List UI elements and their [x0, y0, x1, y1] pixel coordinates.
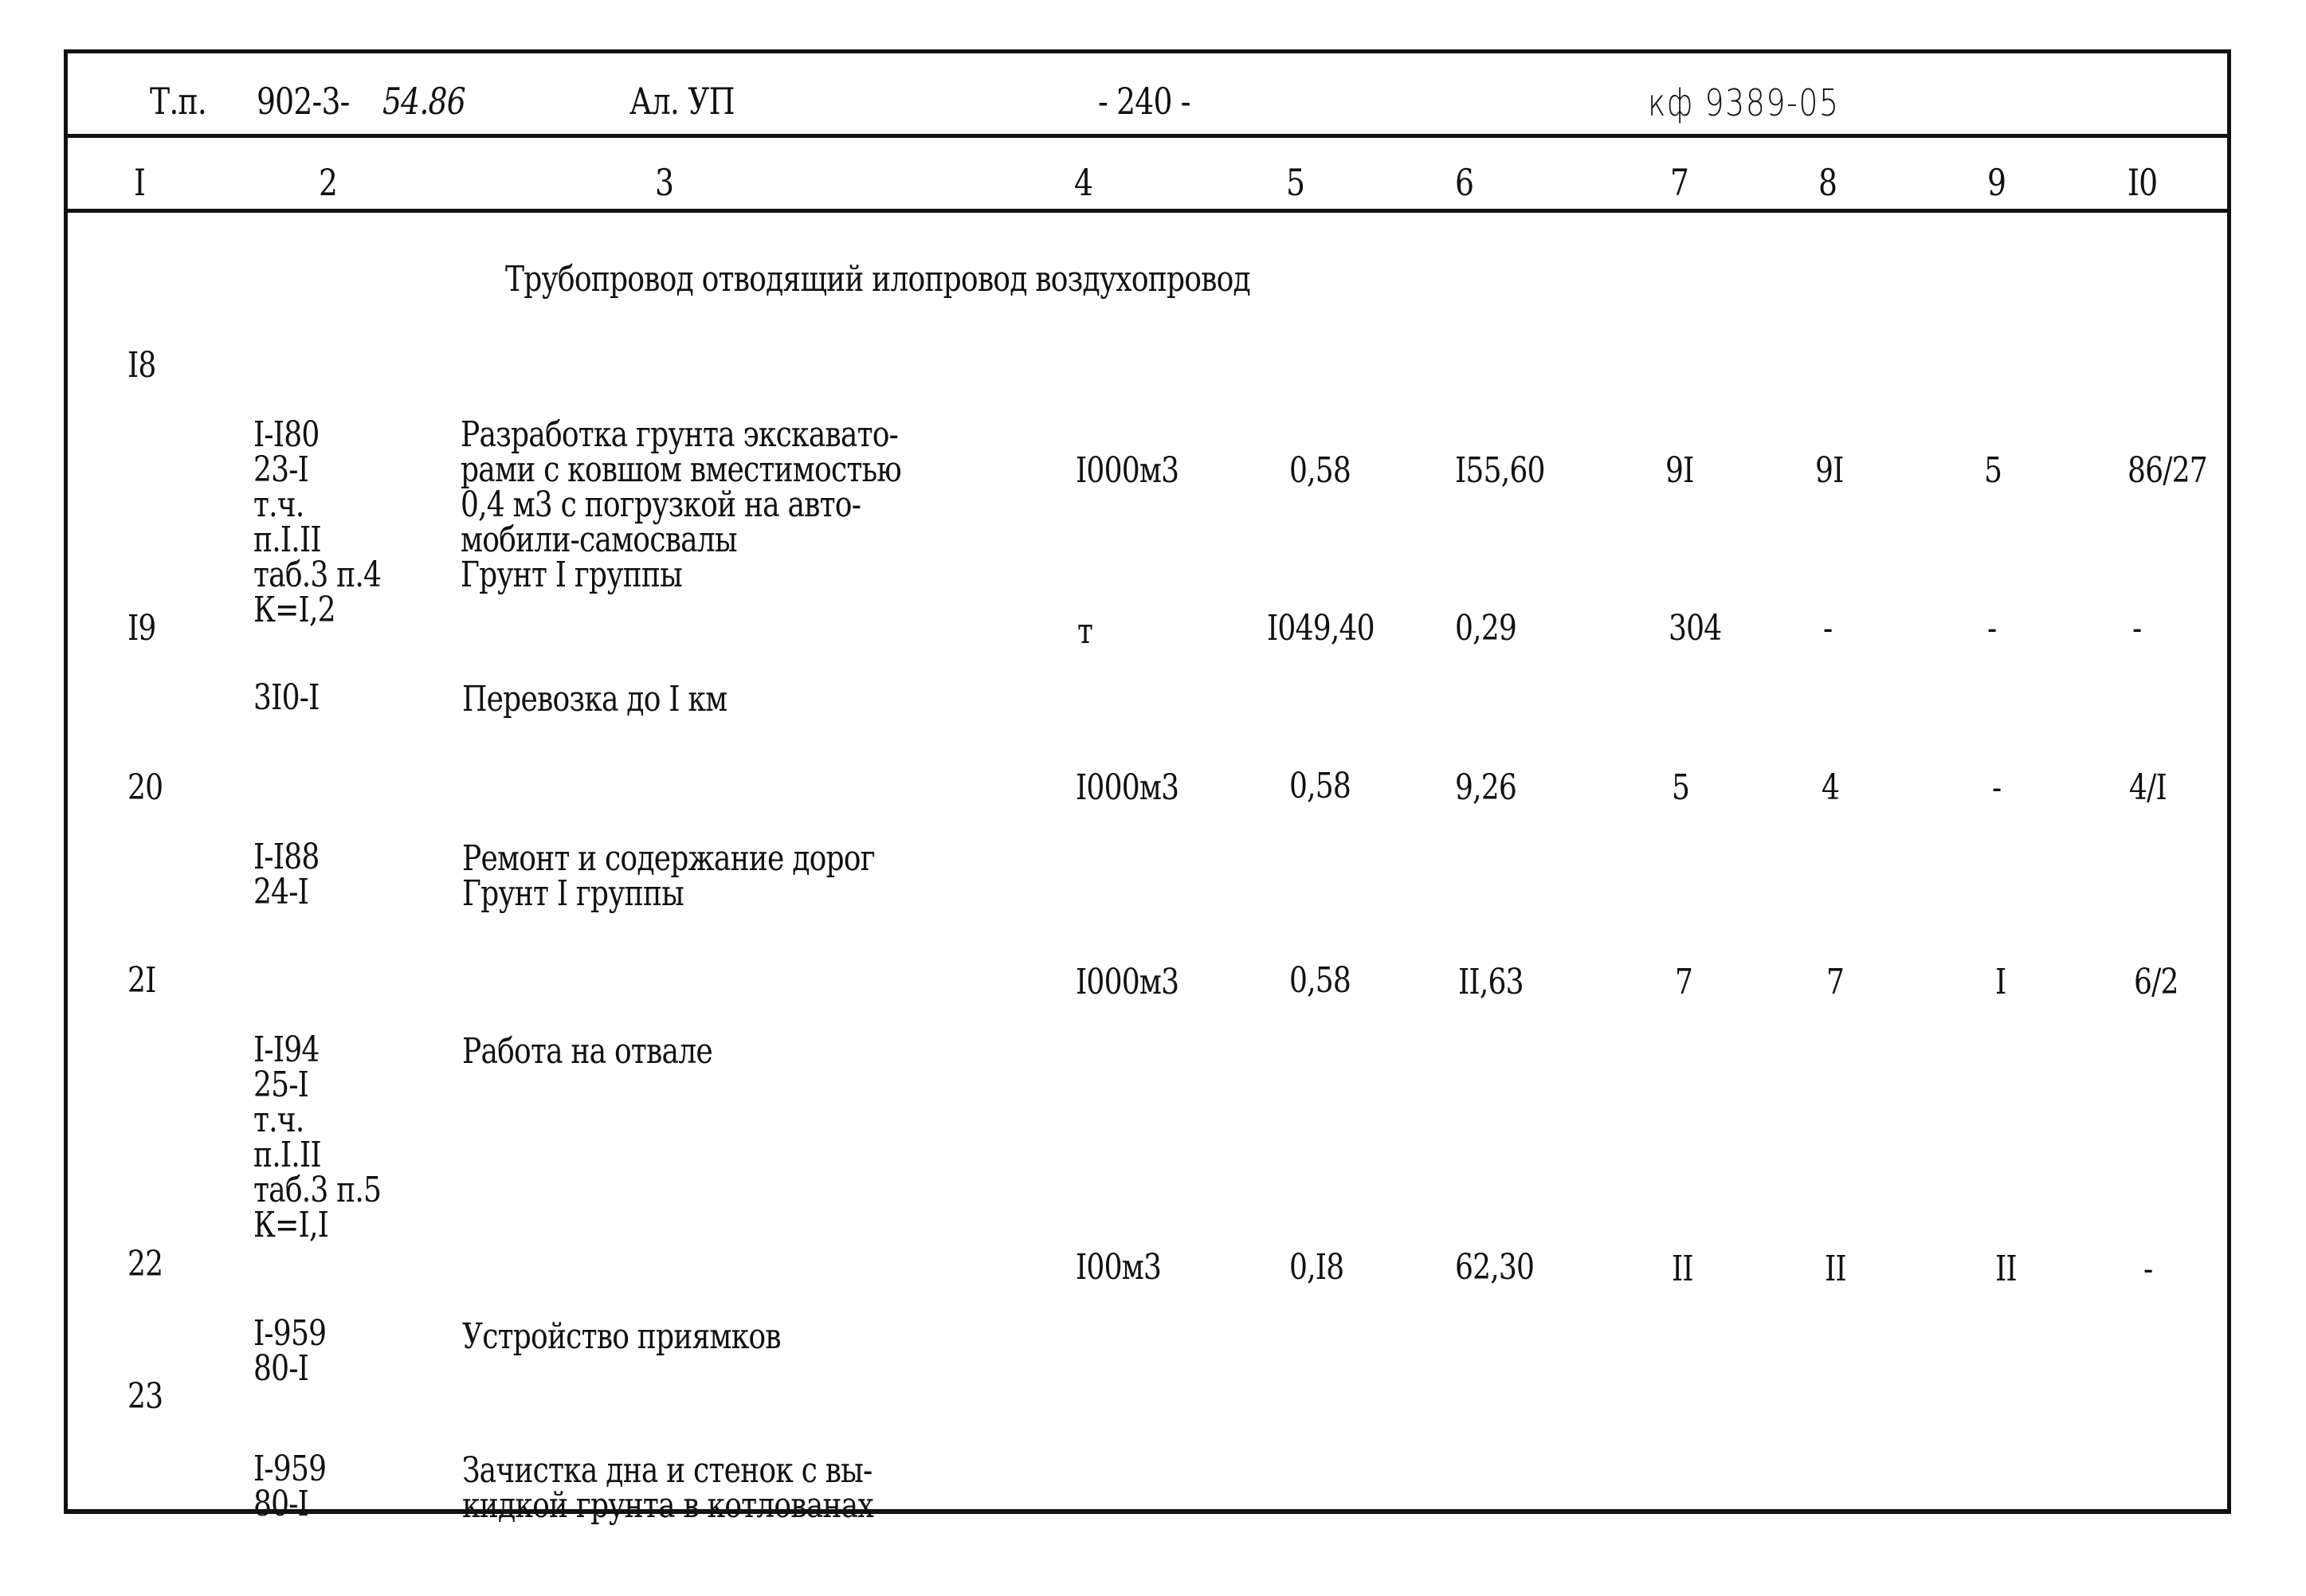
col-header-3: 3 — [655, 161, 674, 204]
col10-value: 86/27 — [2128, 450, 2207, 491]
col8-value: 9I — [1815, 450, 1844, 491]
unit-price: II,63 — [1458, 962, 1524, 1002]
unit: т — [1077, 611, 1093, 652]
norm-codes: I-I94 25-I т.ч. п.I.II таб.3 п.5 К=I,I — [253, 1029, 382, 1245]
header-divider — [64, 134, 2231, 138]
unit: I00м3 — [1076, 1247, 1162, 1288]
work-description: Ремонт и содержание дорог Грунт I группы — [462, 838, 875, 914]
col7-value: 9I — [1665, 450, 1694, 491]
col10-value: - — [2143, 1249, 2153, 1289]
norm-codes: I-I80 23-I т.ч. п.I.II таб.3 п.4 К=I,2 — [253, 414, 382, 630]
col8-value: II — [1825, 1249, 1846, 1289]
unit-price: 9,26 — [1455, 767, 1517, 808]
col-header-8: 8 — [1818, 161, 1837, 204]
quantity: 0,58 — [1289, 450, 1351, 491]
section-title: Трубопровод отводящий илопровод воздухопровод — [505, 259, 1250, 300]
work-description: Перевозка до I км — [462, 679, 727, 720]
col9-value: 5 — [1984, 450, 2002, 491]
work-description: Работа на отвале — [462, 1031, 712, 1072]
unit: I000м3 — [1076, 450, 1179, 491]
page-number: - 240 - — [1098, 80, 1190, 123]
row-number: 22 — [127, 1244, 163, 1284]
unit-price: 0,29 — [1455, 608, 1517, 649]
row-number: I9 — [127, 608, 156, 649]
col10-value: 4/I — [2129, 767, 2167, 808]
album-label: Ал. УП — [629, 80, 735, 123]
work-description: Устройство приямков — [462, 1316, 781, 1357]
project-code: 902-3- — [257, 80, 350, 123]
col9-value: - — [1992, 767, 2002, 808]
norm-codes: I-I88 24-I — [253, 837, 320, 912]
col10-value: 6/2 — [2134, 962, 2179, 1002]
norm-codes: 3I0-I — [253, 677, 320, 718]
row-number: 23 — [127, 1376, 163, 1417]
unit-price: 62,30 — [1455, 1247, 1535, 1288]
col7-value: II — [1672, 1249, 1693, 1289]
col8-value: - — [1823, 608, 1833, 649]
project-code-handwritten: 54.86 — [382, 80, 465, 123]
col9-value: II — [1995, 1249, 2017, 1289]
col-header-2: 2 — [319, 161, 338, 204]
work-description: Разработка грунта экскавато- рами с ковшом вместимостью 0,4 м3 с погрузкой на авто- мобили-самосвалы Грунт I группы — [461, 414, 901, 595]
unit-price: I55,60 — [1455, 450, 1545, 491]
row-number: 20 — [127, 767, 163, 808]
col-header-5: 5 — [1286, 161, 1305, 204]
col8-value: 4 — [1822, 767, 1840, 808]
row-number: I8 — [127, 345, 156, 386]
col-header-1: I — [134, 161, 146, 204]
col9-value: I — [1995, 962, 2006, 1002]
quantity: 0,I8 — [1289, 1247, 1344, 1288]
col10-value: - — [2132, 608, 2142, 649]
quantity: 0,58 — [1289, 960, 1351, 1001]
col-header-7: 7 — [1670, 161, 1689, 204]
stamp-code: кф 9389-05 — [1648, 81, 1840, 124]
col-header-6: 6 — [1455, 161, 1474, 204]
col9-value: - — [1987, 608, 1997, 649]
work-description: Зачистка дна и стенок с вы- кидкой грунта в котлованах — [462, 1450, 873, 1526]
col8-value: 7 — [1826, 962, 1845, 1002]
col-header-10: I0 — [2128, 161, 2158, 204]
unit: I000м3 — [1076, 767, 1179, 808]
norm-codes: I-959 80-I — [253, 1313, 327, 1389]
row-number: 2I — [127, 960, 156, 1001]
quantity: I049,40 — [1267, 608, 1375, 649]
col7-value: 5 — [1672, 767, 1690, 808]
norm-codes: I-959 80-I — [253, 1449, 327, 1524]
quantity: 0,58 — [1289, 766, 1351, 806]
col-header-9: 9 — [1987, 161, 2006, 204]
col-header-4: 4 — [1074, 161, 1093, 204]
column-header-divider — [64, 209, 2231, 213]
col7-value: 304 — [1669, 608, 1722, 649]
project-prefix: Т.п. — [150, 80, 207, 123]
col7-value: 7 — [1675, 962, 1693, 1002]
unit: I000м3 — [1076, 962, 1179, 1002]
